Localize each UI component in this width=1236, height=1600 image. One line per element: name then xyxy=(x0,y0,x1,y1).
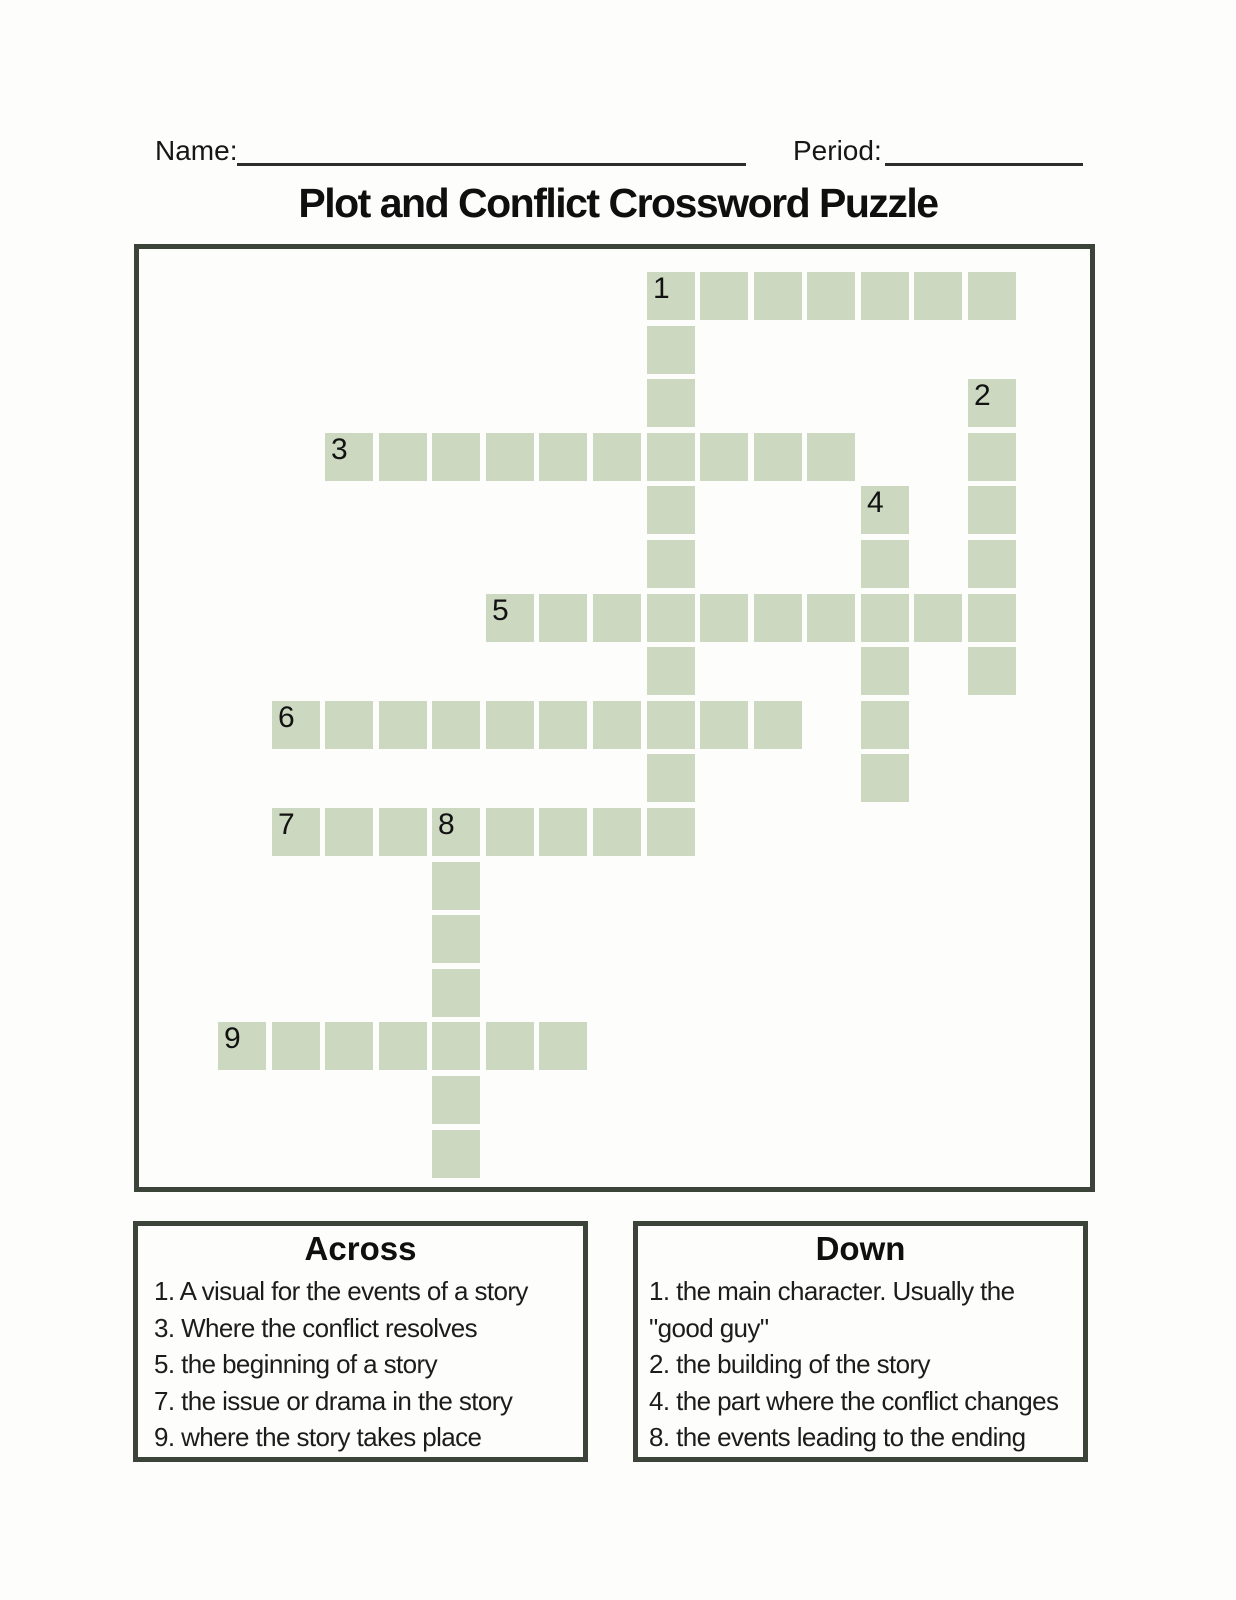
grid-cell-r5c12[interactable] xyxy=(861,540,909,588)
grid-cell-r8c6[interactable] xyxy=(539,701,587,749)
grid-cell-r6c8[interactable] xyxy=(647,594,695,642)
grid-cell-r3c11[interactable] xyxy=(807,433,855,481)
grid-cell-r3c6[interactable] xyxy=(539,433,587,481)
clue-line: 1. A visual for the events of a story xyxy=(154,1276,528,1306)
clue-line: 2. the building of the story xyxy=(649,1349,930,1380)
grid-cell-r8c4[interactable] xyxy=(432,701,480,749)
grid-cell-r4c14[interactable] xyxy=(968,486,1016,534)
clue-line: 7. the issue or drama in the story xyxy=(154,1385,513,1416)
grid-cell-r6c12[interactable] xyxy=(861,594,909,642)
grid-cell-r10c1[interactable] xyxy=(272,808,320,856)
grid-cell-r0c9[interactable] xyxy=(700,272,748,320)
grid-cell-r6c7[interactable] xyxy=(593,594,641,642)
grid-cell-r11c4[interactable] xyxy=(432,862,480,910)
grid-cell-r3c4[interactable] xyxy=(432,433,480,481)
clue-number-8: 8 xyxy=(438,808,455,841)
grid-cell-r10c7[interactable] xyxy=(593,808,641,856)
grid-cell-r8c9[interactable] xyxy=(700,701,748,749)
grid-cell-r14c2[interactable] xyxy=(325,1022,373,1070)
clue-line: "good guy" xyxy=(649,1312,769,1343)
grid-cell-r10c2[interactable] xyxy=(325,808,373,856)
grid-cell-r4c12[interactable] xyxy=(861,486,909,534)
across-clues-box xyxy=(133,1221,588,1462)
grid-cell-r14c4[interactable] xyxy=(432,1022,480,1070)
across-title: Across xyxy=(304,1230,417,1267)
grid-cell-r8c12[interactable] xyxy=(861,701,909,749)
clue-number-5: 5 xyxy=(492,594,509,627)
grid-cell-r10c5[interactable] xyxy=(486,808,534,856)
grid-cell-r8c5[interactable] xyxy=(486,701,534,749)
grid-cell-r0c10[interactable] xyxy=(754,272,802,320)
grid-cell-r13c4[interactable] xyxy=(432,969,480,1017)
clue-number-6: 6 xyxy=(278,701,295,734)
grid-cell-r7c8[interactable] xyxy=(647,647,695,695)
grid-cell-r7c12[interactable] xyxy=(861,647,909,695)
grid-cell-r12c4[interactable] xyxy=(432,915,480,963)
clue-line: 3. Where the conflict resolves xyxy=(154,1312,478,1343)
grid-cell-r3c2[interactable] xyxy=(325,433,373,481)
grid-cell-r10c3[interactable] xyxy=(379,808,427,856)
down-clues-box xyxy=(633,1221,1088,1462)
grid-cell-r4c8[interactable] xyxy=(647,486,695,534)
clue-line: 4. the part where the conflict changes xyxy=(649,1385,1059,1416)
grid-cell-r10c8[interactable] xyxy=(647,808,695,856)
grid-cell-r0c8[interactable] xyxy=(647,272,695,320)
clue-number-1: 1 xyxy=(653,272,670,305)
period-input-line[interactable] xyxy=(885,163,1083,166)
clue-line: 9. where the story takes place xyxy=(154,1422,482,1453)
grid-cell-r0c12[interactable] xyxy=(861,272,909,320)
grid-cell-r6c9[interactable] xyxy=(700,594,748,642)
grid-cell-r10c4[interactable] xyxy=(432,808,480,856)
grid-cell-r6c14[interactable] xyxy=(968,594,1016,642)
crossword-grid xyxy=(134,244,1095,1192)
grid-cell-r6c5[interactable] xyxy=(486,594,534,642)
grid-cell-r3c8[interactable] xyxy=(647,433,695,481)
grid-cell-r5c14[interactable] xyxy=(968,540,1016,588)
grid-cell-r3c10[interactable] xyxy=(754,433,802,481)
grid-cell-r1c8[interactable] xyxy=(647,326,695,374)
grid-cell-r14c6[interactable] xyxy=(539,1022,587,1070)
name-label: Name: xyxy=(155,135,238,166)
grid-cell-r6c13[interactable] xyxy=(914,594,962,642)
grid-cell-r8c2[interactable] xyxy=(325,701,373,749)
grid-cell-r8c7[interactable] xyxy=(593,701,641,749)
grid-cell-r6c11[interactable] xyxy=(807,594,855,642)
grid-cell-r3c7[interactable] xyxy=(593,433,641,481)
grid-cell-r7c14[interactable] xyxy=(968,647,1016,695)
clue-line: 8. the events leading to the ending xyxy=(649,1422,1026,1453)
grid-cell-r9c12[interactable] xyxy=(861,754,909,802)
page-title: Plot and Conflict Crossword Puzzle xyxy=(298,180,938,226)
clue-line: 5. the beginning of a story xyxy=(154,1349,438,1380)
grid-cell-r0c11[interactable] xyxy=(807,272,855,320)
grid-cell-r10c6[interactable] xyxy=(539,808,587,856)
grid-cell-r9c8[interactable] xyxy=(647,754,695,802)
grid-cell-r8c10[interactable] xyxy=(754,701,802,749)
grid-cell-r16c4[interactable] xyxy=(432,1130,480,1178)
grid-cell-r8c3[interactable] xyxy=(379,701,427,749)
grid-cell-r14c5[interactable] xyxy=(486,1022,534,1070)
clue-number-2: 2 xyxy=(974,379,991,412)
grid-cell-r6c10[interactable] xyxy=(754,594,802,642)
period-label: Period: xyxy=(793,135,882,166)
grid-cell-r3c14[interactable] xyxy=(968,433,1016,481)
grid-cell-r6c6[interactable] xyxy=(539,594,587,642)
grid-cell-r14c0[interactable] xyxy=(218,1022,266,1070)
grid-cell-r3c3[interactable] xyxy=(379,433,427,481)
down-clue-list xyxy=(638,1273,1083,1456)
clue-number-9: 9 xyxy=(224,1022,241,1055)
grid-cell-r8c1[interactable] xyxy=(272,701,320,749)
clue-number-7: 7 xyxy=(278,808,295,841)
grid-cell-r15c4[interactable] xyxy=(432,1076,480,1124)
down-title: Down xyxy=(815,1230,906,1267)
grid-cell-r3c9[interactable] xyxy=(700,433,748,481)
grid-cell-r14c3[interactable] xyxy=(379,1022,427,1070)
grid-cell-r3c5[interactable] xyxy=(486,433,534,481)
clue-number-4: 4 xyxy=(867,486,884,519)
grid-cell-r0c13[interactable] xyxy=(914,272,962,320)
grid-cell-r5c8[interactable] xyxy=(647,540,695,588)
across-clue-list xyxy=(138,1273,583,1456)
clue-number-3: 3 xyxy=(331,433,348,466)
grid-cell-r8c8[interactable] xyxy=(647,701,695,749)
name-input-line[interactable] xyxy=(237,163,746,166)
grid-cell-r0c14[interactable] xyxy=(968,272,1016,320)
grid-cell-r14c1[interactable] xyxy=(272,1022,320,1070)
grid-cell-r2c14[interactable] xyxy=(968,379,1016,427)
grid-cell-r2c8[interactable] xyxy=(647,379,695,427)
clue-line: 1. the main character. Usually the xyxy=(649,1276,1015,1306)
